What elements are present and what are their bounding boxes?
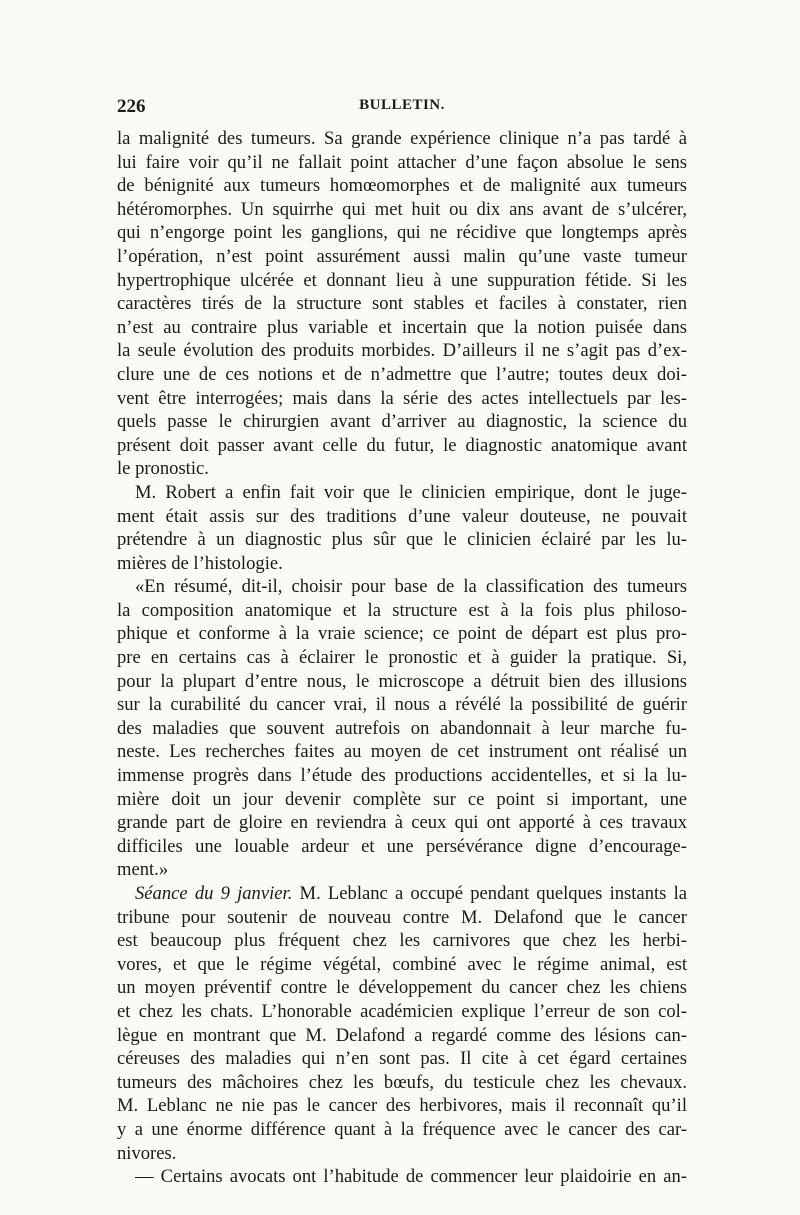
text-line: la malignité des tumeurs. Sa grande expérience clinique n’a pas tardé à — [117, 128, 687, 149]
text-line: «En résumé, dit-il, choisir pour base de la classification des tumeurs — [135, 576, 687, 598]
text-line: caractères tirés de la structure sont stables et faciles à constater, rien — [117, 293, 687, 315]
text-line: y a une énorme différence quant à la fréquence avec le cancer des car- — [117, 1118, 687, 1140]
text-line: vent être interrogées; mais dans la série des actes intellectuels par les- — [117, 387, 687, 409]
page-number: 226 — [117, 96, 146, 117]
text-line: hypertrophique ulcérée et donnant lieu à une suppuration fétide. Si les — [117, 269, 687, 291]
text-line: et chez les chats. L’honorable académicien explique l’erreur de son col- — [117, 1000, 687, 1022]
text-line: quels passe le chirurgien avant d’arriver au diagnostic, la science du — [117, 411, 687, 433]
text-line: l’opération, n’est point assurément aussi malin qu’une vaste tumeur — [117, 245, 687, 267]
seance-line-text: M. Leblanc a occupé pendant quelques instants la — [299, 883, 687, 904]
text-line: — Certains avocats ont l’habitude de commencer leur plaidoirie en an- — [135, 1166, 687, 1188]
text-line: tribune pour soutenir de nouveau contre M. Delafond que le cancer — [117, 906, 687, 928]
text-line: de bénignité aux tumeurs homœomorphes et de malignité aux tumeurs — [117, 175, 687, 197]
text-line: la seule évolution des produits morbides. D’ailleurs il ne s’agit pas d’ex- — [117, 340, 687, 362]
text-line: un moyen préventif contre le développement du cancer chez les chiens — [117, 977, 687, 999]
text-line: ment.» — [117, 859, 169, 881]
text-line: sur la curabilité du cancer vrai, il nous a révélé la possibilité de guérir — [117, 694, 687, 716]
text-line: mière doit un jour devenir complète sur ce point si important, une — [117, 788, 687, 810]
text-line: lègue en montrant que M. Delafond a regardé comme des lésions can- — [117, 1024, 687, 1046]
text-line: ment était assis sur des traditions d’une valeur douteuse, ne pouvait — [117, 505, 687, 527]
text-line: nivores. — [117, 1142, 177, 1164]
page-header — [117, 96, 687, 120]
text-line: M. Robert a enfin fait voir que le clinicien empirique, dont le juge- — [135, 481, 687, 503]
text-line: des maladies que souvent autrefois on abandonnait à leur marche fu- — [117, 717, 687, 739]
text-line: est beaucoup plus fréquent chez les carnivores que chez les herbi- — [117, 930, 687, 952]
text-line: prétendre à un diagnostic plus sûr que le clinicien éclairé par les lu- — [117, 529, 687, 551]
text-line: le pronostic. — [117, 458, 209, 480]
body-text — [117, 127, 687, 1189]
text-line: qui n’engorge point les ganglions, qui ne récidive que longtemps après — [117, 222, 687, 244]
text-line: la composition anatomique et la structure est à la fois plus philoso- — [117, 599, 687, 621]
seance-label: Séance du 9 janvier. — [135, 883, 293, 904]
seance-line — [117, 882, 687, 906]
text-line: lui faire voir qu’il ne fallait point attacher d’une façon absolue le sens — [117, 151, 687, 173]
text-line: mières de l’histologie. — [117, 552, 283, 574]
text-line: neste. Les recherches faites au moyen de cet instrument ont réalisé un — [117, 741, 687, 763]
running-head: BULLETIN. — [359, 97, 445, 113]
text-line: clure une de ces notions et de n’admettre que l’autre; toutes deux doi- — [117, 363, 687, 385]
text-line: n’est au contraire plus variable et incertain que la notion puisée dans — [117, 316, 687, 338]
text-line: céreuses des maladies qui n’en sont pas. Il cite à cet égard certaines — [117, 1048, 687, 1070]
text-line: hétéromorphes. Un squirrhe qui met huit ou dix ans avant de s’ulcérer, — [117, 198, 687, 220]
text-line: pour la plupart d’entre nous, le microscope a détruit bien des illusions — [117, 670, 687, 692]
text-line: immense progrès dans l’étude des productions accidentelles, et si la lu- — [117, 765, 687, 787]
text-line: M. Leblanc ne nie pas le cancer des herbivores, mais il reconnaît qu’il — [117, 1095, 687, 1117]
text-line: vores, et que le régime végétal, combiné avec le régime animal, est — [117, 953, 687, 975]
text-line: pre en certains cas à éclairer le pronostic et à guider la pratique. Si, — [117, 647, 687, 669]
text-line: tumeurs des mâchoires chez les bœufs, du testicule chez les chevaux. — [117, 1071, 687, 1093]
text-line: grande part de gloire en reviendra à ceux qui ont apporté à ces travaux — [117, 812, 687, 834]
text-line: difficiles une louable ardeur et une persévérance digne d’encourage- — [117, 835, 687, 857]
text-line: phique et conforme à la vraie science; ce point de départ est plus pro- — [117, 623, 687, 645]
text-line: présent doit passer avant celle du futur, le diagnostic anatomique avant — [117, 434, 687, 456]
